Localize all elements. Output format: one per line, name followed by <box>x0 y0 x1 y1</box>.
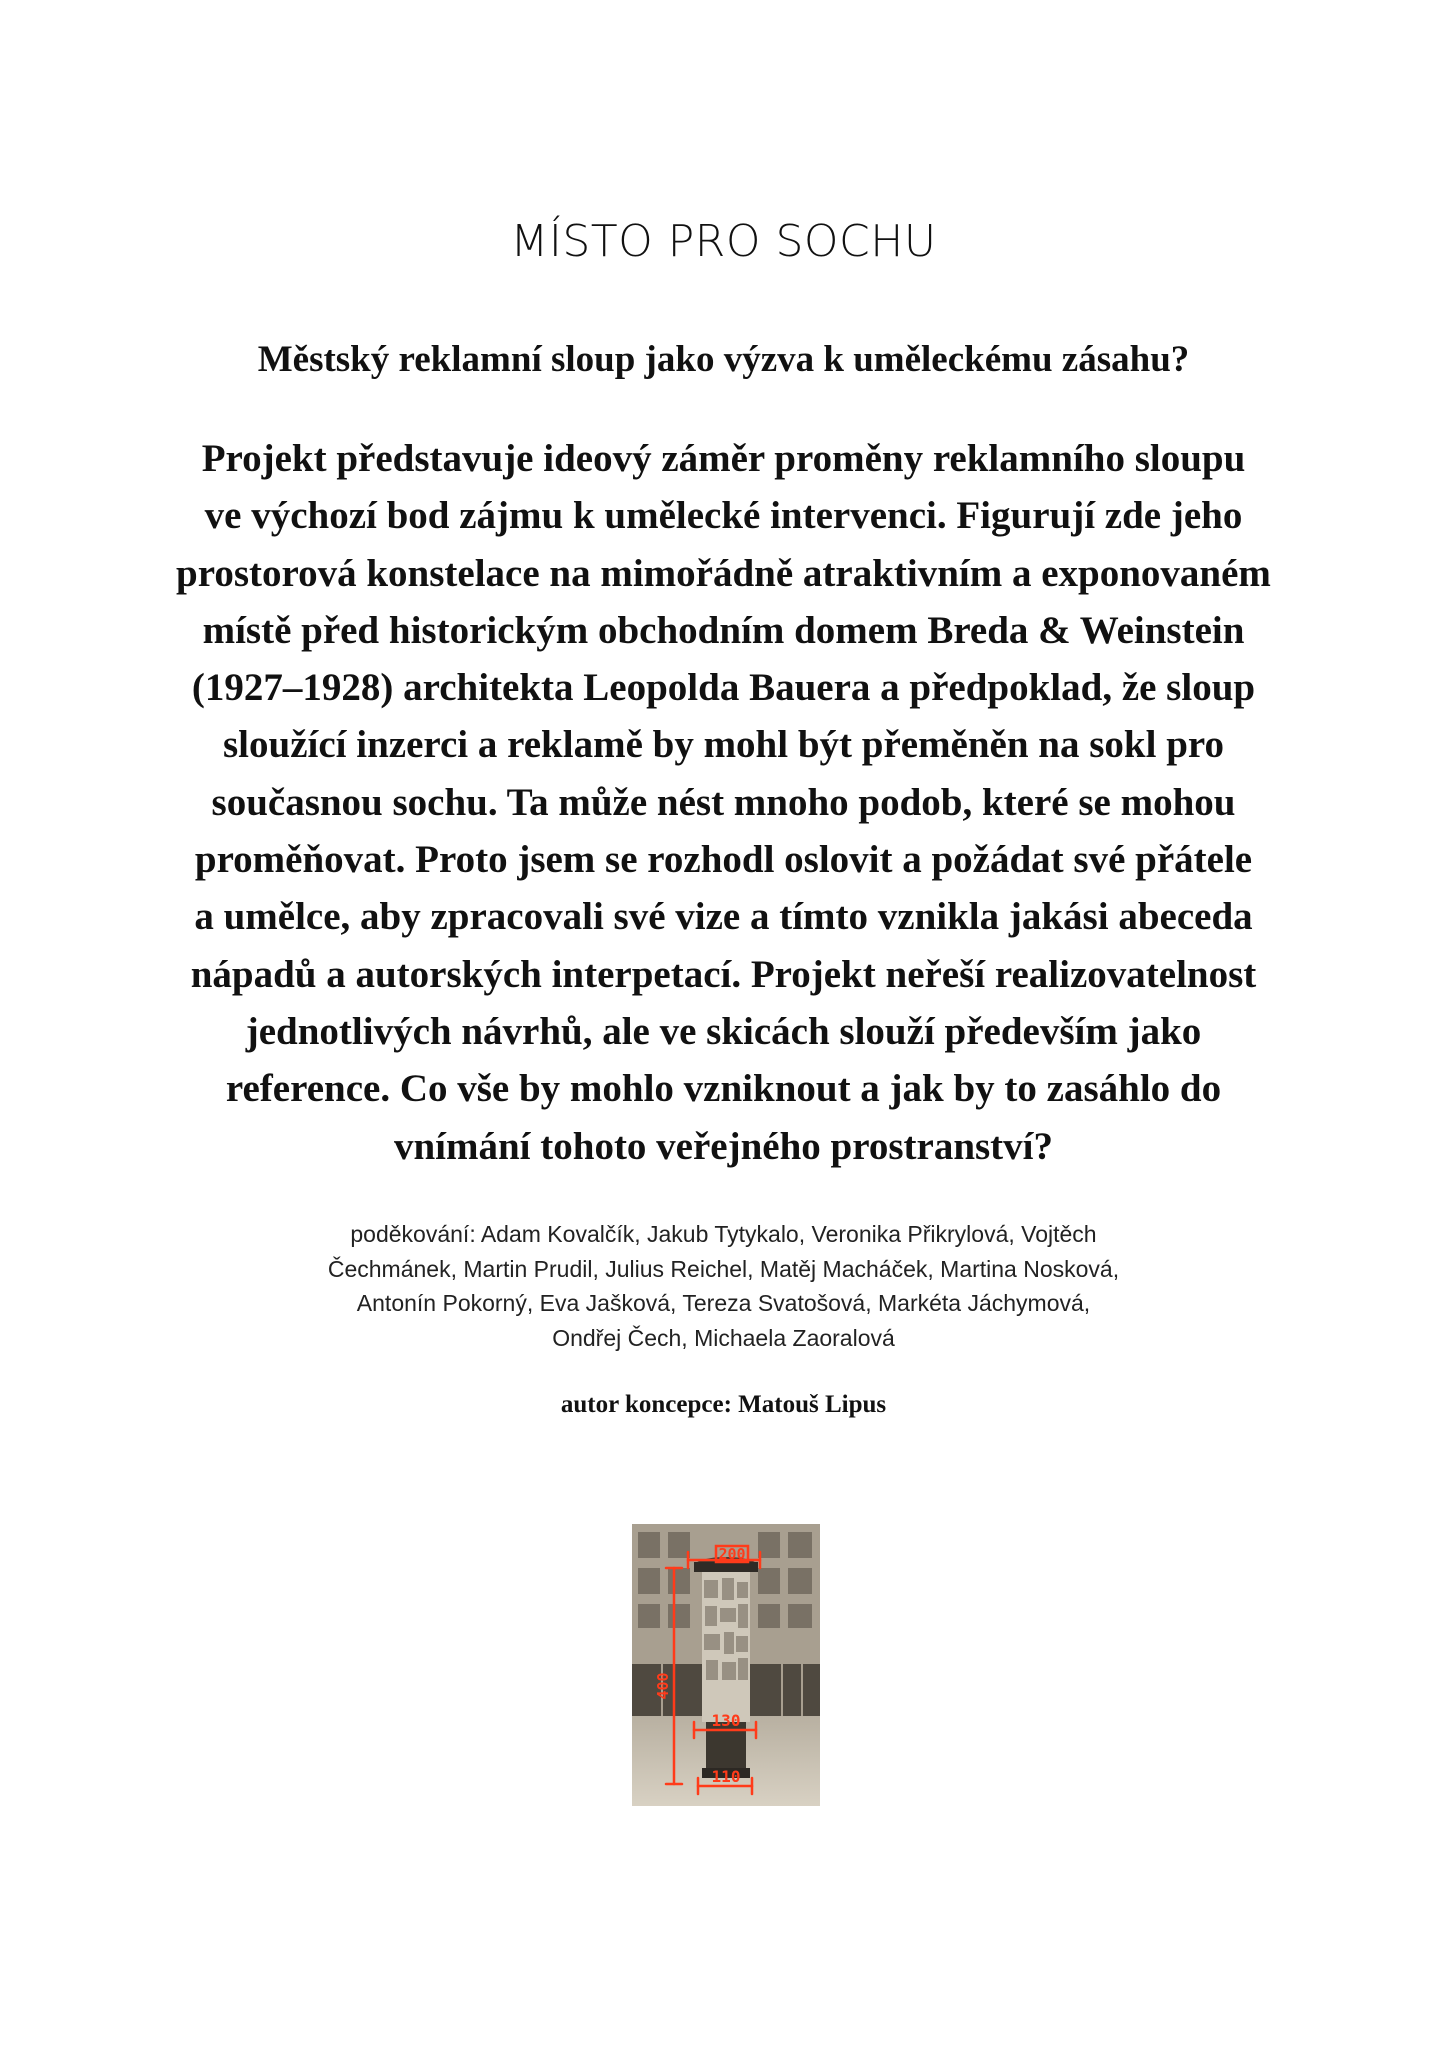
acknowledgements-line: Antonín Pokorný, Eva Jašková, Tereza Svatošová, Markéta Jáchymová, <box>356 1290 1091 1316</box>
column-cap-rim <box>694 1562 758 1572</box>
body-line: jednotlivých návrhů, ale ve skicách slouží především jako <box>245 1009 1202 1053</box>
body-line: ve výchozí bod zájmu k umělecké intervenci. Figurují zde jeho <box>204 494 1243 538</box>
body-line: sloužící inzerci a reklamě by mohl být přeměněn na sokl pro <box>223 723 1224 767</box>
dim-label-top: 200 <box>718 1545 746 1563</box>
body-line: prostorová konstelace na mimořádně atraktivním a exponovaném <box>176 551 1271 595</box>
body-line: místě před historickým obchodním domem Breda & Weinstein <box>202 608 1245 652</box>
body-line: Projekt představuje ideový záměr proměny reklamního sloupu <box>201 437 1246 480</box>
body-text <box>100 430 1347 1175</box>
body-line: a umělce, aby zpracovali své vize a tímto vznikla jakási abeceda <box>194 895 1253 939</box>
subtitle: Městský reklamní sloup jako výzva k uměleckému zásahu? <box>257 339 1190 380</box>
body-line: současnou sochu. Ta může nést mnoho podob, které se mohou <box>211 780 1236 824</box>
dim-label-mid: 130 <box>711 1711 741 1730</box>
body-line: (1927–1928) architekta Leopolda Bauera a předpoklad, že sloup <box>191 666 1256 710</box>
dim-label-height: 400 <box>654 1672 672 1700</box>
acknowledgements-line: Ondřej Čech, Michaela Zaoralová <box>552 1324 895 1351</box>
acknowledgements <box>0 1217 1447 1355</box>
acknowledgements-line: poděkování: Adam Kovalčík, Jakub Tytykalo, Veronika Přikrylová, Vojtěch <box>350 1221 1097 1247</box>
body-line: nápadů a autorských interpetací. Projekt neřeší realizovatelnost <box>190 952 1257 996</box>
body-line: vnímání tohoto veřejného prostranství? <box>393 1124 1054 1168</box>
acknowledgements-line: Čechmánek, Martin Prudil, Julius Reichel, Matěj Macháček, Martina Nosková, <box>327 1255 1120 1282</box>
dim-label-base: 110 <box>711 1767 741 1786</box>
page-title: MÍSTO PRO SOCHU <box>510 216 937 267</box>
body-line: reference. Co vše by mohlo vzniknout a jak by to zasáhlo do <box>225 1067 1222 1111</box>
body-line: proměňovat. Proto jsem se rozhodl oslovit a požádat své přátele <box>194 838 1253 882</box>
annotated-column-photo <box>632 1524 820 1806</box>
author-credit: autor koncepce: Matouš Lipus <box>560 1391 887 1418</box>
